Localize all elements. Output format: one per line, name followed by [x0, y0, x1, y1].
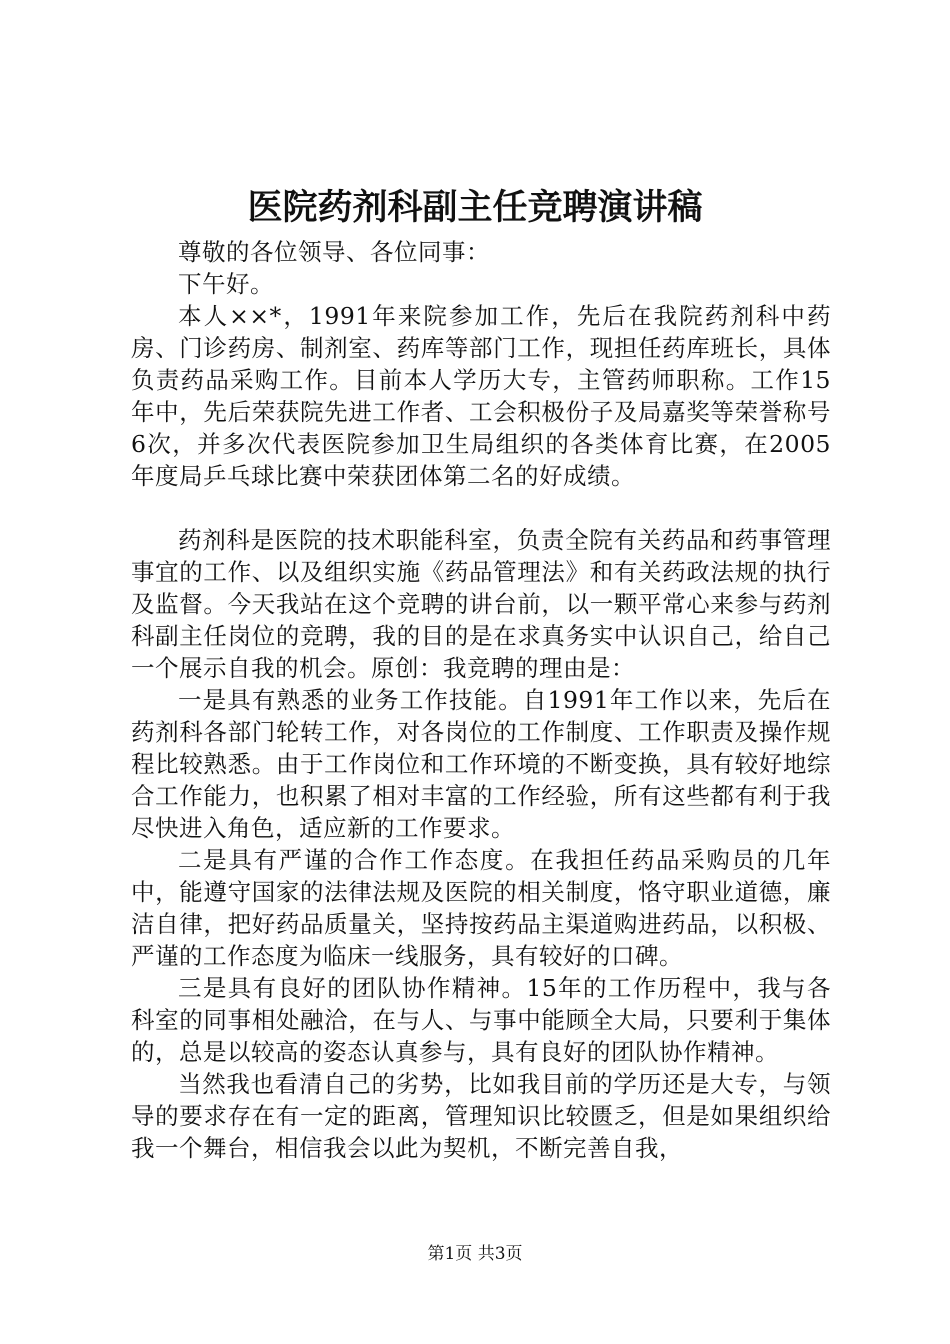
- greeting: 下午好。: [178, 270, 274, 298]
- document-title: 医院药剂科副主任竞聘演讲稿: [247, 187, 703, 228]
- document-body: [131, 236, 831, 1164]
- salutation: 尊敬的各位领导、各位同事：: [178, 238, 490, 266]
- paragraph-reason-1: 一是具有熟悉的业务工作技能。自1991年工作以来，先后在药剂科各部门轮转工作，对各岗位的工作制度、工作职责及操作规程比较熟悉。由于工作岗位和工作环境的不断变换，具有较好地综合工作能力，也积累了相对丰富的工作经验，所有这些都有利于我尽快进入角色，适应新的工作要求。: [131, 686, 831, 842]
- paragraph-department: 药剂科是医院的技术职能科室，负责全院有关药品和药事管理事宜的工作、以及组织实施《药品管理法》和有关药政法规的执行及监督。今天我站在这个竞聘的讲台前，以一颗平常心来参与药剂科副主任岗位的竞聘，我的目的是在求真务实中认识自己，给自己一个展示自我的机会。原创：我竞聘的理由是：: [131, 526, 831, 682]
- page-number-footer: 第1页 共3页: [427, 1244, 523, 1264]
- paragraph-reason-3: 三是具有良好的团队协作精神。15年的工作历程中，我与各科室的同事相处融洽，在与人、与事中能顾全大局，只要利于集体的，总是以较高的姿态认真参与，具有良好的团队协作精神。: [131, 974, 831, 1066]
- paragraph-reason-2: 二是具有严谨的合作工作态度。在我担任药品采购员的几年中，能遵守国家的法律法规及医院的相关制度，恪守职业道德，廉洁自律，把好药品质量关，坚持按药品主渠道购进药品，以积极、严谨的工作态度为临床一线服务，具有较好的口碑。: [131, 846, 831, 970]
- paragraph-intro: 本人××*，1991年来院参加工作，先后在我院药剂科中药房、门诊药房、制剂室、药库等部门工作，现担任药库班长，具体负责药品采购工作。目前本人学历大专，主管药师职称。工作15年中，先后荣获院先进工作者、工会积极份子及局嘉奖等荣誉称号6次，并多次代表医院参加卫生局组织的各类体育比赛，在2005年度局乒乓球比赛中荣获团体第二名的好成绩。: [131, 302, 831, 490]
- paragraph-weakness: 当然我也看清自己的劣势，比如我目前的学历还是大专，与领导的要求存在有一定的距离，管理知识比较匮乏，但是如果组织给我一个舞台，相信我会以此为契机，不断完善自我，: [131, 1070, 831, 1162]
